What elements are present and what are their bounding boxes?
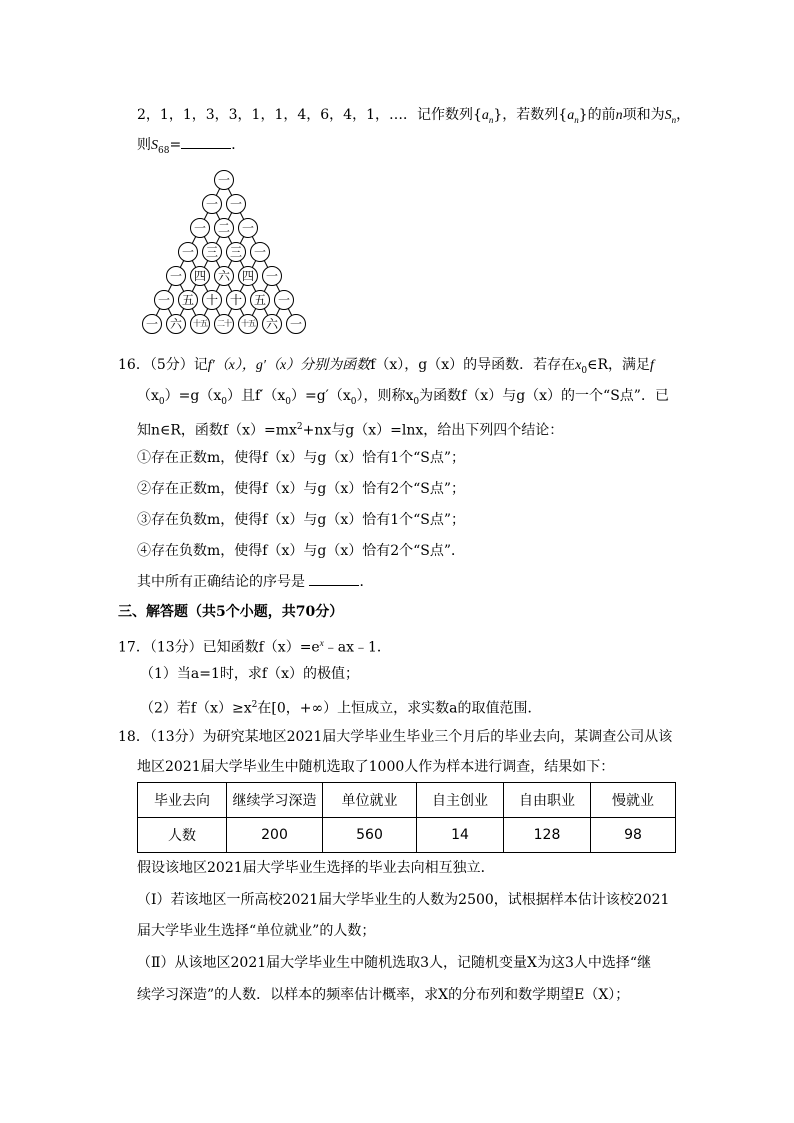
triangle-node: 四 (238, 266, 258, 286)
triangle-node: 一 (166, 266, 186, 286)
triangle-node: 五 (250, 290, 270, 310)
table-cell: 560 (323, 818, 417, 853)
table-cell: 14 (417, 818, 504, 853)
answer-blank (309, 571, 359, 586)
table-cell: 单位就业 (323, 783, 417, 818)
table-cell: 慢就业 (591, 783, 676, 818)
triangle-node: 三 (202, 242, 222, 262)
q18-part1-line2: 届大学毕业生选择“单位就业”的人数； (137, 923, 376, 939)
triangle-node: 一 (190, 218, 210, 238)
triangle-node: 五 (178, 290, 198, 310)
q16-line3: 知n∈R，函数$f(x)=mx^2+nx$与g（x）=lnx，给出下列四个结论： (137, 422, 564, 439)
triangle-node: 一 (142, 314, 162, 334)
triangle-node: 一 (238, 218, 258, 238)
triangle-node: 四 (190, 266, 210, 286)
table-cell: 人数 (138, 818, 227, 853)
q16-line1: 16．（5分）记f′（x），g′（x）分别为函数f（x），g（x）的导函数．若存在$x_0\in R$，满足f (118, 357, 654, 376)
triangle-node: 一 (226, 194, 246, 214)
q17-part2: （2）若$f(x)\ge x^2$在[0，+∞）上恒成立，求实数a的取值范围． (140, 700, 542, 717)
triangle-node: 一 (274, 290, 294, 310)
table-cell: 128 (504, 818, 591, 853)
triangle-node: 二十 (214, 314, 234, 334)
q18-part2-line1: （Ⅱ）从该地区2021届大学毕业生中随机选取3人，记随机变量X为这3人中选择“继 (137, 955, 652, 971)
table-cell: 自主创业 (417, 783, 504, 818)
triangle-node: 六 (214, 266, 234, 286)
triangle-node: 一 (250, 242, 270, 262)
q16-conclusion-3: ③存在负数m，使得f（x）与g（x）恰有1个“S点”； (137, 512, 466, 528)
q15-line2: 则$S_{68}=$ ． (137, 134, 245, 162)
triangle-node: 一 (286, 314, 306, 334)
table-cell: 自由职业 (504, 783, 591, 818)
triangle-node: 三 (226, 242, 246, 262)
q16-line2: $(x_0)=g(x_0)$且$f'(x_0)=g'(x_0)$，则称$x_0$为函数f（x）与g（x）的一个“S点”．已 (137, 388, 669, 407)
triangle-node: 十 (226, 290, 246, 310)
triangle-node: 六 (262, 314, 282, 334)
table-cell: 98 (591, 818, 676, 853)
q16-conclusion-4: ④存在负数m，使得f（x）与g（x）恰有2个“S点”． (137, 543, 466, 559)
answer-blank (181, 134, 231, 149)
table-cell: 继续学习深造 (227, 783, 323, 818)
q17-line1: 17．（13分）已知函数$f(x)=e^x﹣ax﹣1$． (118, 638, 391, 656)
triangle-node: 一 (178, 242, 198, 262)
q18-line2: 地区2021届大学毕业生中随机选取了1000人作为样本进行调查，结果如下： (137, 759, 615, 775)
q16-conclusion-1: ①存在正数m，使得f（x）与g（x）恰有1个“S点”； (137, 450, 466, 466)
triangle-node: 一 (214, 170, 234, 190)
triangle-node: 六 (166, 314, 186, 334)
q16-conclusion-2: ②存在正数m，使得f（x）与g（x）恰有2个“S点”； (137, 481, 466, 497)
q18-part1-line1: （Ⅰ）若该地区一所高校2021届大学毕业生的人数为2500，试根据样本估计该校2021 (137, 892, 670, 908)
q18-assumption: 假设该地区2021届大学毕业生选择的毕业去向相互独立． (137, 860, 495, 876)
triangle-node: 一 (154, 290, 174, 310)
triangle-node: 一 (262, 266, 282, 286)
table-cell: 200 (227, 818, 323, 853)
triangle-node: 一 (202, 194, 222, 214)
table-header-row (138, 783, 676, 818)
triangle-node: 十 (202, 290, 222, 310)
triangle-node: 十五 (190, 314, 210, 334)
triangle-node: 二 (214, 218, 234, 238)
q18-part2-line2: 续学习深造”的人数．以样本的频率估计概率，求X的分布列和数学期望E（X）； (137, 987, 630, 1003)
triangle-node: 十五 (238, 314, 258, 334)
section-heading: 三、解答题（共5个小题，共70分） (118, 604, 344, 620)
q15-line1: 2，1，1，3，3，1，1，4，6，4，1，…．记作数列$\{a_n\}$，若数列$\{a_n\}$的前n项和为$S_n$， (137, 107, 691, 125)
table-cell: 毕业去向 (138, 783, 227, 818)
results-table (137, 782, 676, 853)
q16-ask: 其中所有正确结论的序号是 ． (137, 571, 373, 593)
q18-line1: 18．（13分）为研究某地区2021届大学毕业生毕业三个月后的毕业去向，某调查公司从该 (118, 729, 673, 745)
table-row (138, 818, 676, 853)
q17-part1: （1）当a=1时，求f（x）的极值； (140, 666, 359, 682)
